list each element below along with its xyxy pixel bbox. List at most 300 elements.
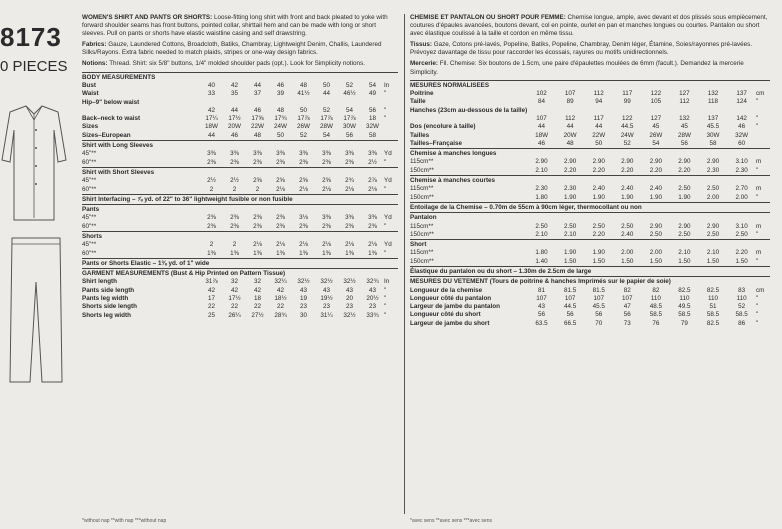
row-value: 24W <box>620 131 634 139</box>
yardage-group <box>410 240 770 250</box>
row-value: 2⅜ <box>322 158 331 166</box>
row-value: 43 <box>538 303 546 311</box>
body-measurements-title: MESURES NORMALISEES <box>410 80 770 90</box>
row-value: 22 <box>276 303 284 311</box>
row-value: 2.30 <box>563 185 577 193</box>
row-value: 1.80 <box>535 193 548 201</box>
row-value: 30 <box>299 311 307 319</box>
row-value: 1⅜ <box>207 249 216 257</box>
table-row <box>82 295 398 303</box>
row-value: 23 <box>322 303 330 311</box>
row-value: 46 <box>276 81 284 89</box>
row-value: 42 <box>253 286 261 294</box>
row-value: 44 <box>253 81 261 89</box>
row-value: 44.5 <box>621 123 634 131</box>
row-value: 2 <box>232 185 237 193</box>
row-value: 2.10 <box>535 166 548 174</box>
interfacing-title: Shirt Interfacing – ⅞ yd. of 22" to 36" lightweight fusible or non fusible <box>82 194 398 204</box>
row-value: 47 <box>623 303 631 311</box>
row-value: 45 <box>652 123 660 131</box>
row-value: 2.20 <box>563 166 577 174</box>
row-label: 115cm** <box>410 222 434 230</box>
row-value: 18 <box>368 115 376 123</box>
row-value: 2⅜ <box>230 158 239 166</box>
row-value <box>246 98 269 106</box>
row-value: 2.10 <box>535 230 548 238</box>
row-value <box>361 98 384 106</box>
row-value: 2.50 <box>563 222 577 230</box>
row-value: 112 <box>679 98 690 106</box>
row-unit <box>384 98 398 106</box>
row-value: 66.5 <box>563 319 577 327</box>
row-value: 2⅛ <box>253 241 262 249</box>
table-row <box>82 214 398 222</box>
row-value: 1⅜ <box>230 249 239 257</box>
row-value: 56 <box>345 131 353 139</box>
row-value: 52 <box>738 303 746 311</box>
row-value: 112 <box>565 114 576 122</box>
description: WOMEN'S SHIRT AND PANTS OR SHORTS: Loose-fitting long shirt with front and back pleated to yoke with forward shoulder seams has front buttons, pointed collar, shirttail hem and can be made with long or short sleeves. Pull on pants or shorts have elastic waistline casing and self drawstring. <box>82 14 388 38</box>
row-value: 41½ <box>297 90 310 98</box>
row-unit: cm <box>756 90 765 98</box>
row-unit: Yd <box>384 177 392 185</box>
row-value: 1.90 <box>649 193 662 201</box>
garment-measurements <box>82 269 398 279</box>
fabrics-fr: Tissus: Gaze, Cotons pré-lavés, Popeline, Batiks, Popeline, Chambray, Denim léger, Étamine, Soies/rayonnes pré-lavées. Prévoyez davantage de tissu pour raccorder les écossais, rayures ou motifs unidirectionnels. <box>410 41 753 57</box>
row-value: 82.5 <box>678 286 691 294</box>
measurement-table-en <box>82 72 398 320</box>
row-value: 2 <box>255 185 260 193</box>
row-value: 86 <box>738 319 746 327</box>
row-unit: m <box>756 222 762 230</box>
row-value: 2⅜ <box>253 222 262 230</box>
row-value: 2.90 <box>649 158 662 166</box>
row-value: 44.5 <box>563 303 577 311</box>
row-value: 2.90 <box>706 222 720 230</box>
row-value: 107 <box>564 294 576 302</box>
row-value: 70 <box>595 319 603 327</box>
row-value: 30W <box>343 123 356 131</box>
row-value: 2⅝ <box>322 177 331 185</box>
row-value: 3⅜ <box>299 150 308 158</box>
row-value: 2⅛ <box>368 185 377 193</box>
row-value: 1⅜ <box>276 249 285 257</box>
row-unit: Yd <box>384 150 392 158</box>
row-value: 32W <box>735 131 749 139</box>
row-unit: " <box>384 90 387 98</box>
row-value: 32½ <box>343 311 356 319</box>
row-value: 26¼ <box>228 311 241 319</box>
row-unit: " <box>756 193 759 201</box>
row-value: 2.50 <box>706 185 720 193</box>
row-unit: In <box>384 278 390 286</box>
table-row <box>410 194 770 203</box>
description-fr: CHEMISE ET PANTALON OU SHORT POUR FEMME: Chemise longue, ample, avec devant et dos plissés sous empiècement, coutures d'épaules avancées, boutons devant, col en pointe, ourlet en pan et manches longues ou courtes. Pantalon ou short avec élastique coulissé à la taille et cordon en même tissu. <box>410 14 768 38</box>
row-unit: " <box>756 166 759 174</box>
row-value: 2 <box>209 185 214 193</box>
row-value: 2.90 <box>563 158 577 166</box>
row-value: 50 <box>299 106 307 114</box>
row-value: 46 <box>253 106 261 114</box>
row-value: 17 <box>207 295 215 303</box>
row-value: 58.5 <box>678 311 691 319</box>
row-value: 107 <box>536 114 547 122</box>
row-label: Shorts leg width <box>82 311 131 319</box>
table-row <box>410 185 770 193</box>
row-value: 54 <box>322 131 330 139</box>
row-value <box>727 107 756 115</box>
row-unit: " <box>756 257 759 265</box>
row-value: 2.30 <box>735 166 748 174</box>
french-column <box>410 14 770 328</box>
pieces-count: 0 PIECES <box>0 58 68 75</box>
row-value: 1.90 <box>592 249 605 257</box>
row-value: 3⅜ <box>253 150 262 158</box>
row-unit: " <box>384 158 387 166</box>
row-value <box>292 98 315 106</box>
row-value: 110 <box>707 294 719 302</box>
row-value: 19½ <box>320 295 333 303</box>
interfacing <box>410 202 770 212</box>
table-row <box>82 223 398 232</box>
table-row <box>410 140 770 149</box>
row-label: Pants side length <box>82 286 135 294</box>
row-unit <box>756 131 770 139</box>
row-value: 35 <box>230 90 238 98</box>
row-label: Shirt length <box>82 278 117 286</box>
row-value: 2⅞ <box>368 177 377 185</box>
table-row <box>410 107 770 115</box>
yardage-group-title: Chemise à manches courtes <box>410 175 770 185</box>
row-unit <box>384 123 398 131</box>
row-label: 60"** <box>82 158 97 166</box>
row-value: 42 <box>230 286 238 294</box>
row-label: 115cm** <box>410 185 434 193</box>
row-value: 3⅜ <box>322 214 331 222</box>
row-value: 2.30 <box>706 166 720 174</box>
row-value <box>584 107 613 115</box>
table-row <box>82 90 398 98</box>
pants-illustration <box>0 232 80 392</box>
row-value: 42 <box>230 81 238 89</box>
row-label <box>82 107 200 115</box>
row-label: Sizes <box>82 123 99 131</box>
row-value: 28¾ <box>274 311 287 319</box>
row-unit <box>756 107 770 115</box>
row-value: 2.20 <box>678 166 691 174</box>
row-value: 44 <box>207 131 215 139</box>
row-value: 49.5 <box>678 303 691 311</box>
row-label: 45"** <box>82 241 97 249</box>
row-value: 32¾ <box>366 278 379 286</box>
row-value: 110 <box>736 294 747 302</box>
row-value <box>642 107 671 115</box>
row-label: Tailles <box>410 131 430 139</box>
row-value: 32½ <box>320 278 333 286</box>
row-label: 115cm** <box>410 158 434 166</box>
row-value: 28W <box>677 131 691 139</box>
row-value: 2.90 <box>678 222 691 230</box>
shirt-illustration <box>0 100 80 230</box>
row-value: 132 <box>679 114 690 122</box>
row-label: Hanches (23cm au-dessous de la taille) <box>410 106 528 114</box>
yardage-group <box>82 205 398 215</box>
row-label: 60"** <box>82 222 97 230</box>
row-value: 124 <box>736 98 747 106</box>
yardage-group-title: Pants <box>82 205 398 215</box>
row-value: 2⅛ <box>345 241 354 249</box>
row-unit: " <box>384 222 387 230</box>
row-value: 32¼ <box>274 278 287 286</box>
row-value: 32½ <box>343 278 356 286</box>
row-value: 42 <box>276 286 284 294</box>
row-value: 137 <box>707 114 719 122</box>
row-label: Sizes–European <box>82 131 131 139</box>
row-unit: " <box>384 311 387 319</box>
row-value: 3⅜ <box>207 150 216 158</box>
row-value: 58.5 <box>735 311 748 319</box>
row-value: 50 <box>595 139 603 147</box>
row-value: 107 <box>536 294 547 302</box>
row-value: 3⅜ <box>368 214 377 222</box>
row-value: 82.5 <box>706 319 720 327</box>
row-value: 33¾ <box>366 311 379 319</box>
yardage-group-title: Shirt with Short Sleeves <box>82 167 398 177</box>
row-value: 2⅜ <box>299 222 308 230</box>
row-value: 79 <box>680 319 688 327</box>
row-value: 102 <box>536 90 547 98</box>
row-value: 142 <box>736 114 747 122</box>
row-value: 82 <box>623 286 631 294</box>
row-value <box>223 98 246 106</box>
row-value: 2.50 <box>649 230 662 238</box>
row-value: 50 <box>276 131 284 139</box>
row-value: 2.50 <box>735 230 748 238</box>
row-value: 44 <box>230 106 238 114</box>
row-value: 1.50 <box>706 257 720 265</box>
row-value: 19 <box>299 295 307 303</box>
row-value: 2.90 <box>535 158 548 166</box>
row-value: 17⅝ <box>251 115 264 123</box>
row-value: 24W <box>274 123 287 131</box>
row-value: 17⅞ <box>343 115 356 123</box>
row-value: 18W <box>535 131 549 139</box>
row-value: 50 <box>322 81 330 89</box>
row-value: 54 <box>345 106 353 114</box>
row-value: 20W <box>563 131 577 139</box>
row-value: 2⅜ <box>253 214 262 222</box>
row-value <box>269 98 292 106</box>
row-value: 107 <box>622 294 633 302</box>
row-value: 43 <box>368 286 376 294</box>
row-value: 56 <box>595 311 603 319</box>
row-value: 2.00 <box>735 193 748 201</box>
table-row <box>82 115 398 123</box>
row-value: 2.20 <box>592 230 605 238</box>
row-value: 17½ <box>228 295 241 303</box>
row-value: 1⅜ <box>345 249 354 257</box>
row-value: 2¾ <box>345 177 354 185</box>
row-value: 118 <box>707 98 719 106</box>
notions: Notions: Thread. Shirt: six 5/8" buttons, 1/4" molded shoulder pads (opt.). Look for Simplicity notions. <box>82 60 365 68</box>
row-value: 1.50 <box>735 257 748 265</box>
row-value: 33 <box>207 90 215 98</box>
row-value: 31¼ <box>320 311 333 319</box>
row-unit: " <box>756 311 759 319</box>
row-unit: " <box>756 303 759 311</box>
row-value: 56 <box>623 311 631 319</box>
table-row <box>410 295 770 303</box>
table-row <box>82 287 398 295</box>
row-value: 2.70 <box>735 185 748 193</box>
row-value <box>556 107 585 115</box>
row-value: 63.5 <box>535 319 548 327</box>
row-value: 2⅝ <box>253 177 262 185</box>
row-value: 89 <box>566 98 574 106</box>
row-unit: " <box>756 98 759 106</box>
garment-measurements <box>410 277 770 287</box>
row-unit: " <box>756 230 759 238</box>
row-label: 45"** <box>82 150 97 158</box>
row-value <box>338 98 361 106</box>
row-value: 1.50 <box>678 257 691 265</box>
measurement-table-fr <box>410 80 770 328</box>
row-value: 2⅜ <box>207 158 216 166</box>
row-value: 2.50 <box>678 230 691 238</box>
row-value: 2.90 <box>592 158 605 166</box>
row-value: 2½ <box>207 177 216 185</box>
row-label: 45"** <box>82 214 97 222</box>
row-value: 20 <box>345 295 353 303</box>
row-value: 2.40 <box>621 230 634 238</box>
row-value: 39 <box>276 90 284 98</box>
table-row <box>410 320 770 328</box>
row-unit <box>756 140 770 149</box>
row-value: 2⅜ <box>207 222 216 230</box>
row-value: 56 <box>680 139 688 147</box>
yardage-group <box>410 175 770 185</box>
row-value <box>613 107 642 115</box>
row-value: 30W <box>706 131 720 139</box>
table-row <box>82 159 398 168</box>
row-value <box>200 98 223 106</box>
row-value: 22 <box>253 303 261 311</box>
row-label: Longueur côté du short <box>410 311 481 319</box>
footnote-en: *without nap **with nap ***without nap <box>82 518 167 524</box>
table-row <box>82 98 398 106</box>
row-value: 2⅜ <box>230 214 239 222</box>
row-value: 58 <box>709 139 717 147</box>
body-measurements <box>82 72 398 82</box>
row-value: 48 <box>566 139 574 147</box>
elastic-title: Pants or Shorts Elastic – 1⅜ yd. of 1" wide <box>82 258 398 268</box>
row-value: 48.5 <box>649 303 662 311</box>
row-value: 32 <box>253 278 261 286</box>
row-value: 1.90 <box>563 193 577 201</box>
row-label: Tailles–Française <box>410 139 463 147</box>
table-row <box>82 185 398 194</box>
row-label: Largeur de jambe du pantalon <box>410 303 500 311</box>
row-value: 60 <box>738 139 746 147</box>
row-value: 81 <box>538 286 546 294</box>
row-unit: Yd <box>384 214 392 222</box>
row-value: 22 <box>207 303 215 311</box>
row-value: 37 <box>253 90 261 98</box>
row-label: 45"** <box>82 177 97 185</box>
row-value: 81.5 <box>592 286 605 294</box>
row-value: 1.90 <box>621 193 634 201</box>
row-value: 3⅜ <box>345 150 354 158</box>
table-row <box>410 98 770 106</box>
row-value: 45 <box>680 123 688 131</box>
row-value: 46½ <box>343 90 356 98</box>
row-value: 2⅜ <box>276 214 285 222</box>
row-value: 52 <box>322 106 330 114</box>
row-value: 127 <box>650 114 662 122</box>
row-value: 48 <box>276 106 284 114</box>
row-value: 132 <box>707 90 719 98</box>
row-label: 115cm** <box>410 249 434 257</box>
row-value: 45.5 <box>706 123 720 131</box>
row-value: 45.5 <box>592 303 605 311</box>
row-unit <box>384 132 398 141</box>
row-label: Largeur de jambe du short <box>410 319 490 327</box>
row-value: 2⅛ <box>322 185 331 193</box>
table-row <box>82 303 398 311</box>
row-value: 46 <box>738 123 746 131</box>
row-value: 43 <box>345 286 353 294</box>
row-value: 2.10 <box>706 249 720 257</box>
row-value: 22 <box>230 303 238 311</box>
row-value: 2.30 <box>535 185 548 193</box>
row-value: 2⅛ <box>299 185 308 193</box>
row-value: 2⅜ <box>276 222 285 230</box>
row-value: 2.90 <box>649 222 662 230</box>
row-value: 2.90 <box>706 158 720 166</box>
row-value: 2⅝ <box>276 177 285 185</box>
yardage-group-title: Shirt with Long Sleeves <box>82 140 398 150</box>
table-row <box>410 311 770 319</box>
row-value: 3⅜ <box>322 150 331 158</box>
row-unit: " <box>384 115 387 123</box>
table-row <box>410 249 770 257</box>
row-value: 1.90 <box>592 193 605 201</box>
row-value: 17¾ <box>274 115 287 123</box>
yardage-group <box>410 213 770 223</box>
row-unit: " <box>384 295 387 303</box>
row-value: 2⅜ <box>276 158 285 166</box>
row-value: 54 <box>652 139 660 147</box>
row-label: 60"** <box>82 185 97 193</box>
row-value: 2½ <box>368 158 377 166</box>
row-value: 2.90 <box>678 158 691 166</box>
row-value: 2.10 <box>563 230 577 238</box>
row-value: 3⅜ <box>368 150 377 158</box>
row-value: 112 <box>593 90 604 98</box>
row-label: Back–neck to waist <box>82 115 141 123</box>
row-unit: " <box>756 294 759 302</box>
row-value <box>699 107 728 115</box>
table-row <box>82 312 398 320</box>
row-value: 2½ <box>230 177 239 185</box>
row-label: Longueur côté du pantalon <box>410 294 492 302</box>
row-value: 2.50 <box>706 230 720 238</box>
row-value: 2⅜ <box>299 158 308 166</box>
row-value: 51 <box>709 303 717 311</box>
body-measurements-title: BODY MEASUREMENTS <box>82 72 398 82</box>
row-value: 23 <box>368 303 376 311</box>
row-value: 48 <box>253 131 261 139</box>
